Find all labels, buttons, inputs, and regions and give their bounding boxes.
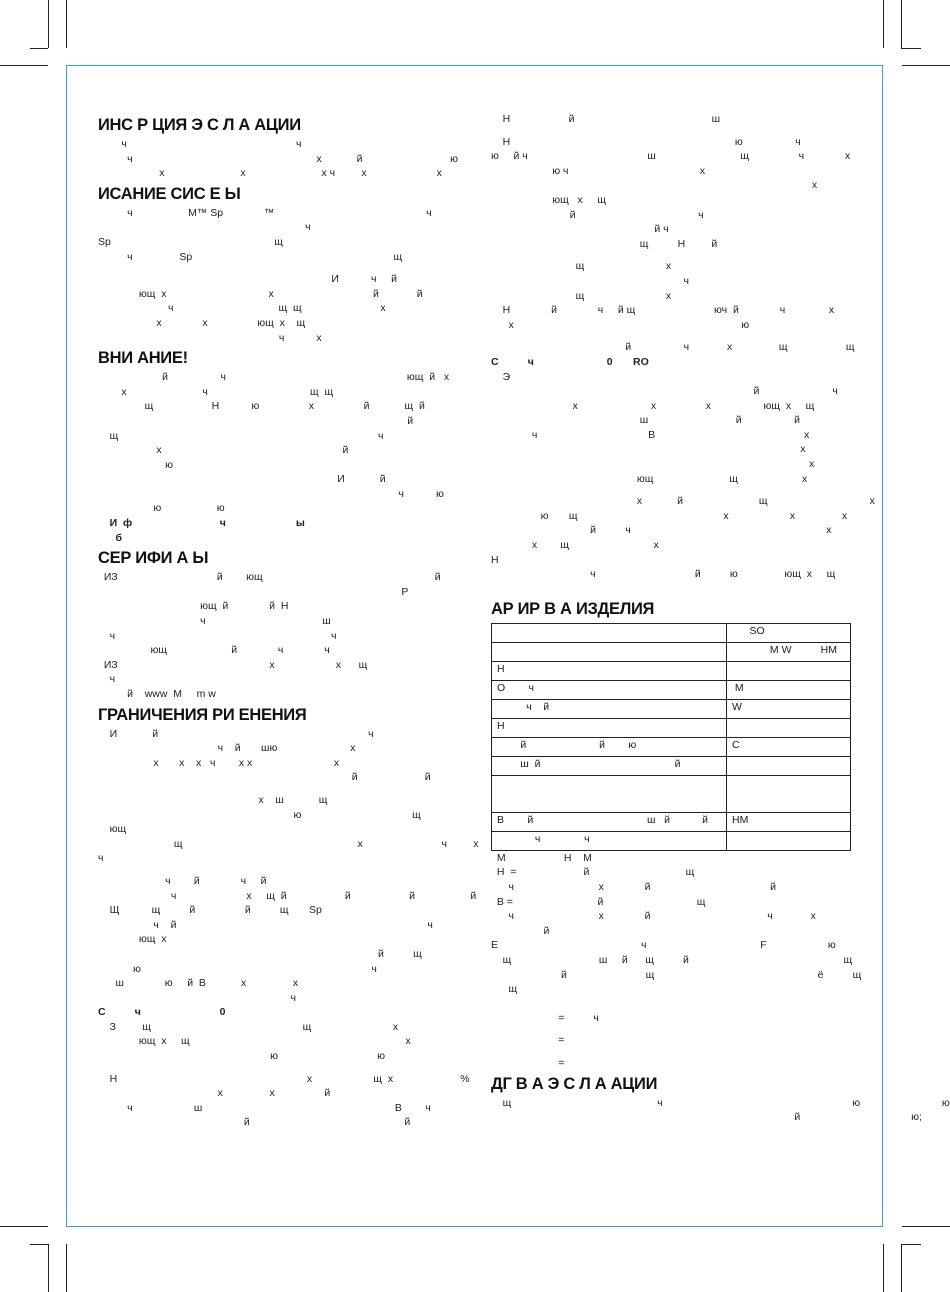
text-line: щ Н й [491, 237, 718, 250]
crop-mark [48, 0, 49, 48]
table-cell: ш й й [492, 756, 727, 775]
text-line: ч ш В ч [98, 1101, 431, 1114]
crop-mark [901, 1244, 902, 1292]
spacer [98, 785, 458, 793]
text-line: ч ч [98, 629, 337, 642]
text-line: й www M m w [98, 688, 216, 700]
section-heading: АР ИР В А ИЗДЕЛИЯ [491, 599, 655, 618]
text-line: ч Sp щ [98, 250, 403, 263]
text-line: ющ х х й й [98, 287, 423, 300]
text-line: ю ю [98, 502, 225, 515]
text-line: = ч [491, 1011, 599, 1024]
text-line: й ч [491, 208, 704, 221]
text-line: Н й ш [491, 113, 720, 125]
text-line: щ ш й щ й щ [491, 953, 853, 966]
text-line: щ х ч х [98, 837, 479, 850]
table-cell: M [727, 680, 851, 699]
text-line: й [98, 414, 414, 427]
text-line: х й [98, 444, 349, 457]
section-heading: ДГ В А Э С Л А АЦИИ [491, 1074, 658, 1093]
text-line: ч [98, 673, 116, 686]
left-column [98, 112, 479, 1130]
text-line: М Н М [491, 851, 592, 864]
text-line: ющ х щ [491, 193, 607, 206]
text-line: ч M™ Sp ™ ч [98, 206, 432, 219]
table-cell [727, 775, 851, 812]
spacer [491, 1025, 851, 1033]
crop-mark [901, 0, 902, 48]
text-line: х [491, 458, 815, 471]
text-line: = [491, 1056, 565, 1069]
text-line: щ ч ю ю [491, 1096, 950, 1109]
text-line: И ф ч ы [98, 517, 305, 530]
text-line: С ч 0 [98, 1006, 226, 1019]
text-line: х х й [98, 1087, 331, 1100]
text-line: х щ х [491, 539, 659, 552]
text-line: й [491, 924, 550, 937]
text-line: И й [98, 473, 386, 486]
section-heading: ИНС Р ЦИЯ Э С Л А АЦИИ [98, 116, 301, 134]
table-cell: Н [492, 718, 727, 737]
text-line: щ х [491, 260, 672, 273]
text-line: ч ш [98, 615, 331, 628]
text-line: ИЗ х х щ [98, 658, 368, 671]
right-column [491, 112, 950, 1125]
text-line: х х х ч х х х [98, 756, 340, 769]
table-row [492, 661, 851, 680]
text-line: ющ щ х [491, 472, 808, 485]
table-row [492, 756, 851, 775]
table-cell: HM [727, 812, 851, 831]
text-line: й ю; [491, 1111, 922, 1124]
text-line: ч х [98, 331, 322, 344]
crop-mark [901, 48, 921, 49]
table-cell [492, 775, 727, 812]
text-line: ющ х [98, 933, 167, 946]
text-line: й ч х щ щ [491, 341, 855, 354]
text-line: ш й й [491, 414, 800, 427]
text-line: ч й ч [98, 918, 433, 931]
crop-mark [0, 65, 48, 66]
text-line: ч В х [491, 428, 810, 441]
section-heading: СЕР ИФИ А Ы [98, 549, 209, 568]
text-line: Н = й щ [491, 866, 695, 879]
text-line: й ч [491, 385, 838, 398]
table-row [492, 737, 851, 756]
spacer [491, 127, 851, 135]
crop-mark [66, 0, 67, 48]
text-line: Е ч F ю [491, 939, 836, 952]
text-line: й й [98, 771, 431, 784]
table-row [492, 623, 851, 642]
crop-mark [902, 65, 950, 66]
table-cell: ч ч [492, 831, 727, 850]
text-line: ю ч х [491, 164, 706, 177]
text-line: й й [98, 1116, 411, 1129]
text-line: ч х щ й й й й [98, 889, 477, 902]
text-line: Sp щ [98, 235, 283, 248]
table-row [492, 680, 851, 699]
table-cell [492, 642, 727, 661]
spacer [491, 486, 851, 494]
text-line: Н й ч й щ юч й ч х [491, 304, 835, 317]
section-heading: ГРАНИЧЕНИЯ РИ ЕНЕНИЯ [98, 705, 307, 724]
crop-mark [48, 1244, 49, 1292]
text-line: З щ щ х [98, 1020, 399, 1033]
text-line: Н ю ч [491, 135, 801, 148]
text-line: ч х й ч х [491, 910, 816, 923]
text-line: ч щ щ х [98, 302, 386, 315]
table-cell: SO [727, 623, 851, 642]
text-line: И й ч [98, 727, 374, 740]
text-line: щ [491, 983, 518, 996]
spacer [98, 264, 458, 272]
table-cell: й й ю [492, 737, 727, 756]
text-line: б [98, 531, 122, 544]
text-line: х х х ч х х [98, 167, 442, 180]
text-line: ю ю [98, 1050, 386, 1063]
text-line: й ч х [491, 524, 832, 537]
text-line: ч [98, 991, 297, 1004]
crop-mark [0, 1226, 48, 1227]
text-line: ч й шю х [98, 742, 356, 755]
table-cell [727, 718, 851, 737]
text-line: ющ й й Н [98, 600, 289, 613]
text-line: Щ щ й й щ Sp [98, 904, 322, 917]
text-line: ч х й й [491, 881, 777, 893]
text-line: ч ю [98, 487, 444, 500]
table-row [492, 775, 851, 812]
table-row [492, 812, 851, 831]
spacer [98, 866, 458, 874]
spacer [491, 332, 851, 340]
crop-mark [901, 1244, 921, 1245]
text-line: ю [98, 458, 173, 471]
text-line: щ Н ю х й щ й [98, 400, 425, 413]
spacer [491, 1048, 851, 1056]
text-line: х [491, 179, 818, 192]
text-line: И ч й [98, 273, 397, 286]
text-line: ющ й ч ч [98, 644, 330, 657]
spacer [98, 1064, 458, 1072]
spacer [491, 582, 851, 596]
text-line: ш ю й В х х [98, 977, 299, 990]
table-row [492, 699, 851, 718]
text-line: Н х щ х % [98, 1072, 470, 1085]
text-line: ч [491, 274, 690, 287]
text-line: ю щ [98, 808, 421, 821]
text-line: ю й ч ш щ ч х [491, 150, 851, 163]
spacer [491, 997, 851, 1011]
table-cell [727, 756, 851, 775]
text-line: х ш щ [98, 793, 328, 806]
crop-mark [30, 48, 48, 49]
table-cell [492, 623, 727, 642]
text-line: х [491, 443, 806, 456]
crop-mark [30, 1244, 48, 1245]
text-line: Э [491, 370, 511, 383]
text-line: й ч [491, 223, 669, 236]
table-cell: Н [492, 661, 727, 680]
table-row [492, 718, 851, 737]
text-line: ч [98, 221, 311, 234]
text-line: й щ ё щ [491, 968, 862, 981]
text-line: ю щ х х х [491, 509, 848, 522]
table-cell: О ч [492, 680, 727, 699]
text-line: Н [491, 553, 499, 566]
text-line: С ч 0 RO [491, 355, 649, 368]
text-line: х ч щ щ [98, 385, 334, 398]
table-cell [727, 661, 851, 680]
spec-table [491, 623, 851, 851]
table-cell [727, 831, 851, 850]
text-line: Р [98, 585, 409, 598]
text-line: ю ч [98, 962, 377, 975]
text-line: ющ х щ х [98, 1035, 411, 1048]
text-line: щ ч [98, 429, 384, 442]
text-line: ч [98, 852, 104, 865]
text-line: ИЗ й ющ й [98, 571, 441, 584]
text-line: х ю [491, 318, 750, 331]
text-line: х х х ющ х щ [491, 399, 815, 412]
text-line: ющ [98, 823, 127, 836]
text-line: й ч ющ й х [98, 371, 450, 384]
text-line: х й щ х [491, 495, 875, 508]
table-cell: С [727, 737, 851, 756]
text-line: х х ющ х щ [98, 316, 306, 329]
section-heading: ВНИ АНИЕ! [98, 349, 188, 368]
text-line: щ х [491, 289, 672, 302]
crop-mark [66, 1244, 67, 1292]
text-line: = [491, 1034, 565, 1047]
text-line: й щ [98, 947, 422, 960]
section-heading: ИСАНИЕ СИС Е Ы [98, 184, 241, 203]
text-line: ч й ч й [98, 874, 267, 887]
crop-mark [883, 1244, 884, 1292]
table-cell: M W HM [727, 642, 851, 661]
text-line: ч х й ю [98, 152, 458, 165]
spacer [491, 251, 851, 259]
table-cell: ч й [492, 699, 727, 718]
table-row [492, 642, 851, 661]
table-row [492, 831, 851, 850]
text-line: ч й ю ющ х щ [491, 568, 836, 581]
table-cell: W [727, 699, 851, 718]
table-cell: В й ш й й [492, 812, 727, 831]
crop-mark [902, 1226, 950, 1227]
text-line: В = й щ [491, 895, 706, 908]
text-line: ч ч [98, 138, 302, 150]
crop-mark [883, 0, 884, 48]
